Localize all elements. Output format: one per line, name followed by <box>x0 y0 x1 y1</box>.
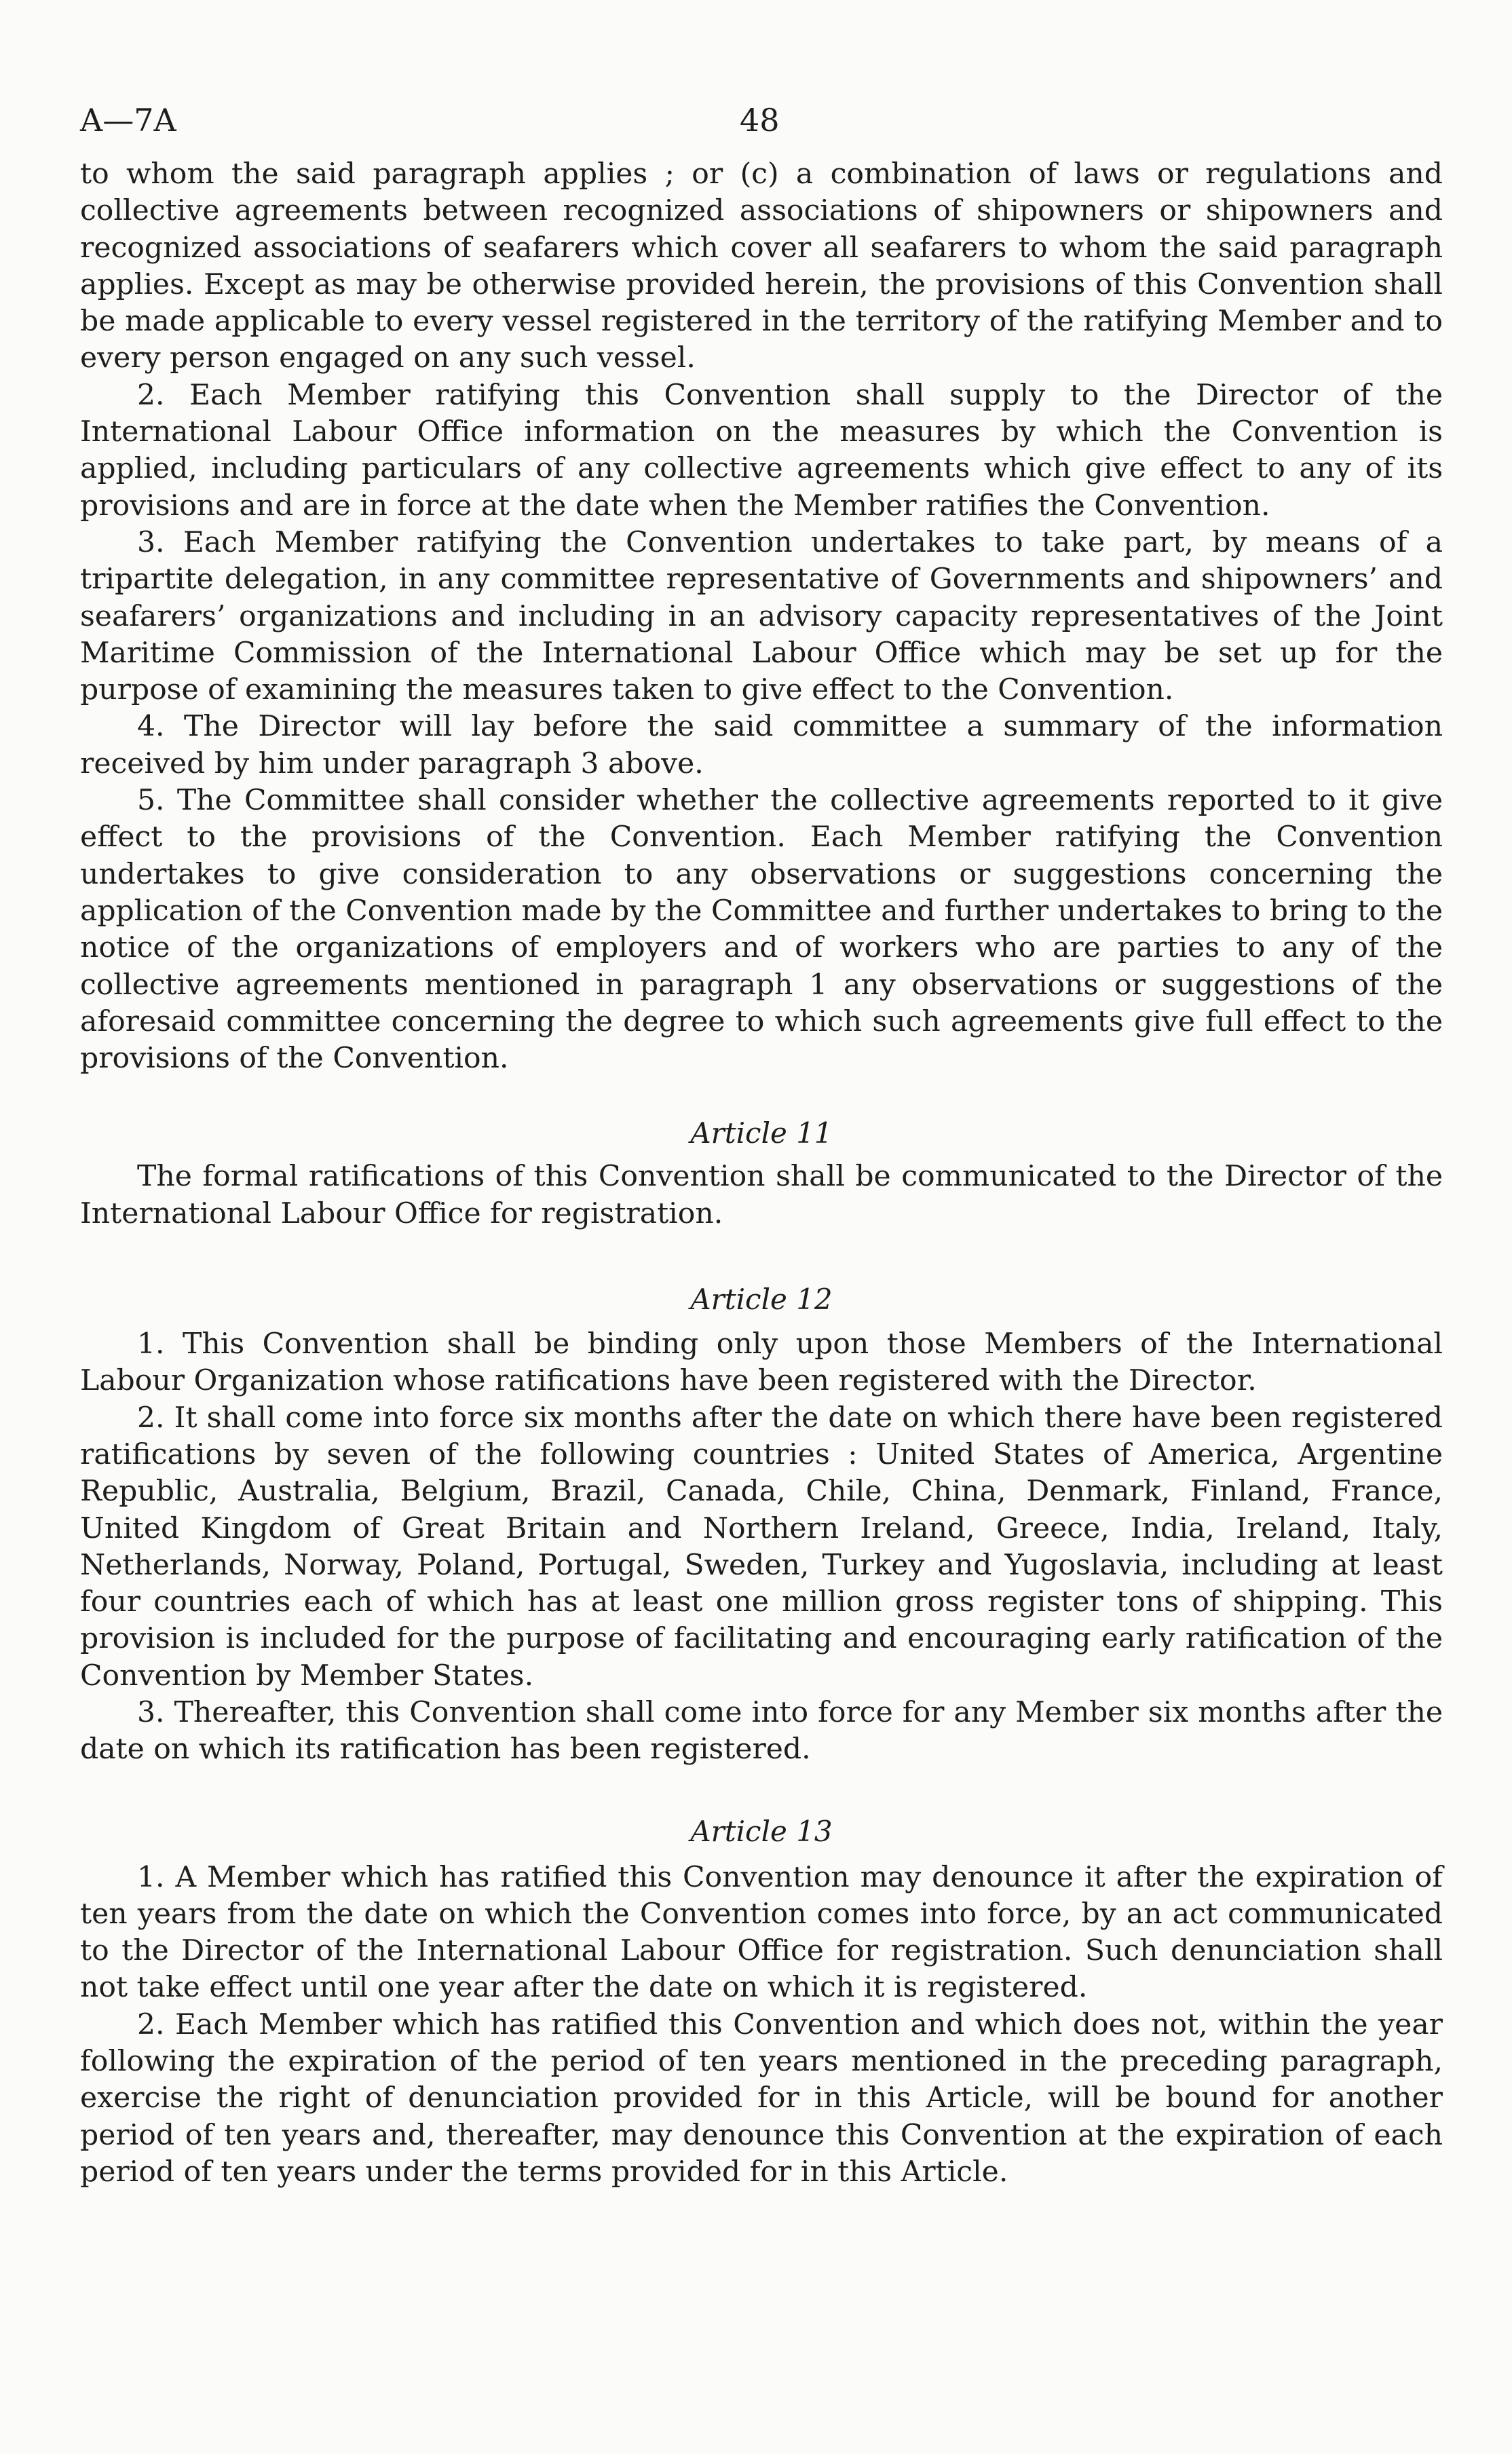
document-page <box>80 102 1443 2191</box>
article-12-heading: Article 12 <box>690 1283 833 1317</box>
article-10-paragraph-3: 3. Each Member ratifying the Convention undertakes to take part, by means of a tripartite delegation, in any committee representative of Governments and shipowners’ and seafarers’ organizations and including in an advisory capacity representatives of the Joint Maritime Commission of the International Labour Office which may be set up for the purpose of examining the measures taken to give effect to the Convention. <box>80 525 1443 707</box>
page-number: 48 <box>740 102 780 138</box>
intro-paragraph: to whom the said paragraph applies ; or (c) a combination of laws or regulations and collective agreements between recognized associations of shipowners or shipowners and recognized associations of seafarers which cover all seafarers to whom the said paragraph applies. Except as may be otherwise provided herein, the provisions of this Convention shall be made applicable to every vessel registered in the territory of the ratifying Member and to every person engaged on any such vessel. <box>80 157 1443 375</box>
article-12-paragraph-2: 2. It shall come into force six months after the date on which there have been registered ratifications by seven of the following countries : United States of America, Argentine Republic, Australia, Belgium, Brazil, Canada, Chile, China, Denmark, Finland, France, United Kingdom of Great Britain and Northern Ireland, Greece, India, Ireland, Italy, Netherlands, Norway, Poland, Portugal, Sweden, Turkey and Yugoslavia, including at least four countries each of which has at least one million gross register tons of shipping. This provision is included for the purpose of facilitating and encouraging early ratification of the Convention by Member States. <box>80 1401 1443 1693</box>
article-13-paragraph-2: 2. Each Member which has ratified this Convention and which does not, within the year following the expiration of the period of ten years mentioned in the preceding paragraph, exercise the right of denunciation provided for in this Article, will be bound for another period of ten years and, thereafter, may denounce this Convention at the expiration of each period of ten years under the terms provided for in this Article. <box>80 2007 1443 2189</box>
article-10-paragraph-2: 2. Each Member ratifying this Convention shall supply to the Director of the International Labour Office information on the measures by which the Convention is applied, including particulars of any collective agreements which give effect to any of its provisions and are in force at the date when the Member ratifies the Convention. <box>80 378 1443 523</box>
page-header <box>80 102 1443 156</box>
article-13-heading: Article 13 <box>690 1814 833 1848</box>
article-10-paragraph-5: 5. The Committee shall consider whether the collective agreements reported to it give effect to the provisions of the Convention. Each Member ratifying the Convention undertakes to give consideration to any observations or suggestions concerning the application of the Convention made by the Committee and further undertakes to bring to the notice of the organizations of employers and of workers who are parties to any of the collective agreements mentioned in paragraph 1 any observations or suggestions of the aforesaid committee concerning the degree to which such agreements give full effect to the provisions of the Convention. <box>80 784 1443 1076</box>
article-11-paragraph: The formal ratifications of this Convention shall be communicated to the Director of the International Labour Office for registration. <box>80 1160 1443 1230</box>
article-13-paragraph-1: 1. A Member which has ratified this Convention may denounce it after the expiration of ten years from the date on which the Convention comes into force, by an act communicated to the Director of the International Labour Office for registration. Such denunciation shall not take effect until one year after the date on which it is registered. <box>80 1860 1443 2005</box>
document-code: A—7A <box>80 102 176 138</box>
article-10-paragraph-4: 4. The Director will lay before the said committee a summary of the information received by him under paragraph 3 above. <box>80 710 1443 780</box>
article-11-heading: Article 11 <box>690 1116 833 1150</box>
article-12-paragraph-3: 3. Thereafter, this Convention shall come into force for any Member six months after the date on which its ratification has been registered. <box>80 1695 1443 1767</box>
article-12-paragraph-1: 1. This Convention shall be binding only upon those Members of the International Labour Organization whose ratifications have been registered with the Director. <box>80 1327 1443 1398</box>
